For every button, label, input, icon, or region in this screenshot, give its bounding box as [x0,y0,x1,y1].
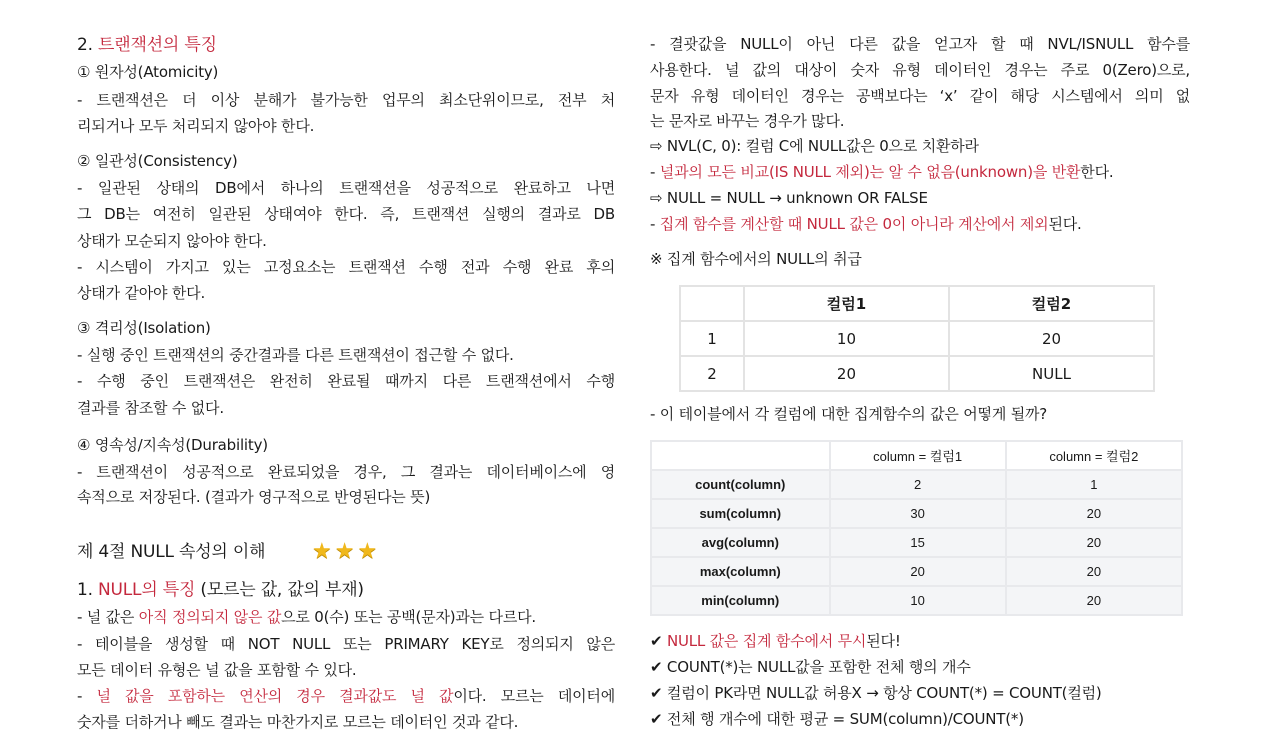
text-segment: 된다. [1048,215,1082,233]
null-example-table [679,285,1155,392]
text-segment: - 테이블을 생성할 때 NOT NULL 또는 PRIMARY KEY로 정의되지 않은 [77,635,615,653]
left-text-line [77,175,615,201]
text-segment: 상태가 같아야 한다. [77,284,206,302]
table-row [680,321,1154,356]
text-segment: ⇨ NVL(C, 0): 컬럼 C에 NULL값은 0으로 치환하라 [650,137,979,155]
left-text-line [77,484,615,510]
text-segment: 된다! [866,632,901,650]
text-segment: - [77,687,97,705]
left-text-line [77,604,615,630]
left-text-line [77,459,615,485]
text-segment: ✔ COUNT(*)는 NULL값을 포함한 전체 행의 개수 [650,658,971,676]
emphasized-text: NULL의 특징 [98,580,196,600]
text-segment: 숫자를 더하거나 빼도 결과는 마찬가지로 모르는 데이터인 것과 같다. [77,713,519,731]
text-segment: ① 원자성(Atomicity) [77,63,219,81]
text-segment: 한다. [1080,163,1114,181]
table-header-row [680,286,1154,321]
table-cell: NULL [949,356,1154,391]
text-segment: - 트랜잭션은 더 이상 분해가 불가능한 업무의 최소단위이므로, 전부 처 [77,91,615,109]
emphasized-text: 집계 함수를 계산할 때 NULL 값은 0이 아니라 계산에서 제외 [659,215,1049,233]
text-segment: - 결괏값을 NULL이 아닌 다른 값을 얻고자 할 때 NVL/ISNULL 함수를 [650,35,1190,53]
table-row [651,586,1182,615]
aggregate-results-table [650,440,1183,616]
left-text-line [77,59,615,85]
left-text-line [77,32,615,58]
text-segment: ⇨ NULL = NULL → unknown OR FALSE [650,189,928,207]
right-text-line [650,108,1190,134]
table-row [651,557,1182,586]
function-name-cell: min(column) [651,586,830,615]
text-segment: - [650,163,660,181]
text-segment: - 일관된 상태의 DB에서 하나의 트랜잭션을 성공적으로 완료하고 나면 [77,179,615,197]
emphasized-text: 널 값을 포함하는 연산의 경우 결과값도 널 값 [96,687,454,705]
text-segment: - 트랜잭션이 성공적으로 완료되었을 경우, 그 결과는 데이터베이스에 영 [77,463,615,481]
text-segment: - 널 값은 [77,608,139,626]
table-cell: 20 [1006,528,1182,557]
table-row [651,470,1182,499]
right-text-line [650,401,1190,427]
left-text-line [77,280,615,306]
left-text-line [77,315,615,341]
left-text-line [77,148,615,174]
left-text-line [77,631,615,657]
text-segment: 문자 유형 데이터인 경우는 공백보다는 ‘x’ 같이 해당 시스템에서 의미 없 [650,87,1190,105]
text-segment: - 실행 중인 트랜잭션의 중간결과를 다른 트랜잭션이 접근할 수 없다. [77,346,514,364]
right-text-line [650,133,1190,159]
table-header-cell: column = 컬럼1 [830,441,1006,470]
left-text-line [77,368,615,394]
star-icon: ★ [357,539,378,564]
table-cell: 1 [680,321,744,356]
text-segment: 결과를 참조할 수 없다. [77,399,224,417]
left-text-line [77,657,615,683]
text-segment: 모든 데이터 유형은 널 값을 포함할 수 있다. [77,661,357,679]
left-text-line [77,228,615,254]
text-segment: ※ 집계 함수에서의 NULL의 취급 [650,250,862,268]
left-text-line [77,254,615,280]
text-segment: 상태가 모순되지 않아야 한다. [77,232,267,250]
table-header-cell: 컬럼1 [744,286,949,321]
text-segment: 제 4절 NULL 속성의 이해 [77,542,266,562]
function-name-cell: count(column) [651,470,830,499]
text-segment: ② 일관성(Consistency) [77,152,238,170]
right-text-line [650,83,1190,109]
table-cell: 30 [830,499,1006,528]
right-text-line [650,159,1190,185]
right-text-line [650,185,1190,211]
text-segment: 속적으로 저장된다. (결과가 영구적으로 반영된다는 뜻) [77,488,431,506]
right-text-line [650,680,1190,706]
left-text-line [77,87,615,113]
text-segment: ✔ [650,632,667,650]
table-cell: 2 [830,470,1006,499]
table-row [680,356,1154,391]
text-segment: 는 문자로 바꾸는 경우가 많다. [650,112,845,130]
table-header-cell: 컬럼2 [949,286,1154,321]
left-text-line [77,342,615,368]
text-segment: 그 DB는 여전히 일관된 상태여야 한다. 즉, 트랜잭션 실행의 결과로 DB [77,205,615,223]
function-name-cell: sum(column) [651,499,830,528]
table-row [651,528,1182,557]
right-text-line [650,706,1190,732]
table-cell: 1 [1006,470,1182,499]
right-text-line [650,57,1190,83]
table-cell: 20 [744,356,949,391]
table-cell: 20 [949,321,1154,356]
text-segment: 이다. 모르는 데이터에 [453,687,615,705]
table-cell: 2 [680,356,744,391]
right-text-line [650,628,1190,654]
star-icon: ★ [312,539,332,564]
left-text-line [77,395,615,421]
emphasized-text: 아직 정의되지 않은 값 [138,608,282,626]
text-segment: 사용한다. 널 값의 대상이 숫자 유형 데이터인 경우는 주로 0(Zero)으로, [650,61,1190,79]
table-cell: 10 [830,586,1006,615]
function-name-cell: max(column) [651,557,830,586]
text-segment: 2. [77,35,99,55]
table-header-cell [651,441,830,470]
importance-stars [312,541,377,563]
text-segment: ③ 격리성(Isolation) [77,319,211,337]
left-text-line [77,683,615,709]
text-segment: - 시스템이 가지고 있는 고정요소는 트랜잭션 수행 전과 수행 완료 후의 [77,258,615,276]
text-segment: ④ 영속성/지속성(Durability) [77,436,268,454]
star-icon: ★ [334,539,355,564]
text-segment: (모르는 값, 값의 부재) [195,580,364,600]
text-segment: ✔ 전체 행 개수에 대한 평균 = SUM(column)/COUNT(*) [650,710,1024,728]
table-cell: 10 [744,321,949,356]
text-segment: 으로 0(수) 또는 공백(문자)과는 다르다. [281,608,536,626]
left-text-line [77,432,615,458]
left-text-line [77,577,615,603]
function-name-cell: avg(column) [651,528,830,557]
table-header-cell: column = 컬럼2 [1006,441,1182,470]
emphasized-text: 트랜잭션의 특징 [98,35,217,55]
right-text-line [650,654,1190,680]
left-text-line [77,201,615,227]
table-cell: 20 [1006,499,1182,528]
right-text-line [650,211,1190,237]
text-segment: - 이 테이블에서 각 컬럼에 대한 집계함수의 값은 어떻게 될까? [650,405,1048,423]
text-segment: 1. [77,580,99,600]
text-segment: - [650,215,660,233]
text-segment: - 수행 중인 트랜잭션은 완전히 완료될 때까지 다른 트랜잭션에서 수행 [77,372,615,390]
text-segment: 리되거나 모두 처리되지 않아야 한다. [77,117,315,135]
table-header-cell [680,286,744,321]
right-text-line [650,246,1190,272]
emphasized-text: 널과의 모든 비교(IS NULL 제외)는 알 수 없음(unknown)을 반환 [659,163,1081,181]
table-row [651,499,1182,528]
table-cell: 20 [1006,557,1182,586]
table-cell: 15 [830,528,1006,557]
emphasized-text: NULL 값은 집계 함수에서 무시 [666,632,867,650]
table-cell: 20 [830,557,1006,586]
right-text-line [650,31,1190,57]
table-cell: 20 [1006,586,1182,615]
left-text-line [77,113,615,139]
text-segment: ✔ 컬럼이 PK라면 NULL값 허용X → 항상 COUNT(*) = COUNT(컬럼) [650,684,1102,702]
table-header-row [651,441,1182,470]
left-text-line [77,709,615,735]
